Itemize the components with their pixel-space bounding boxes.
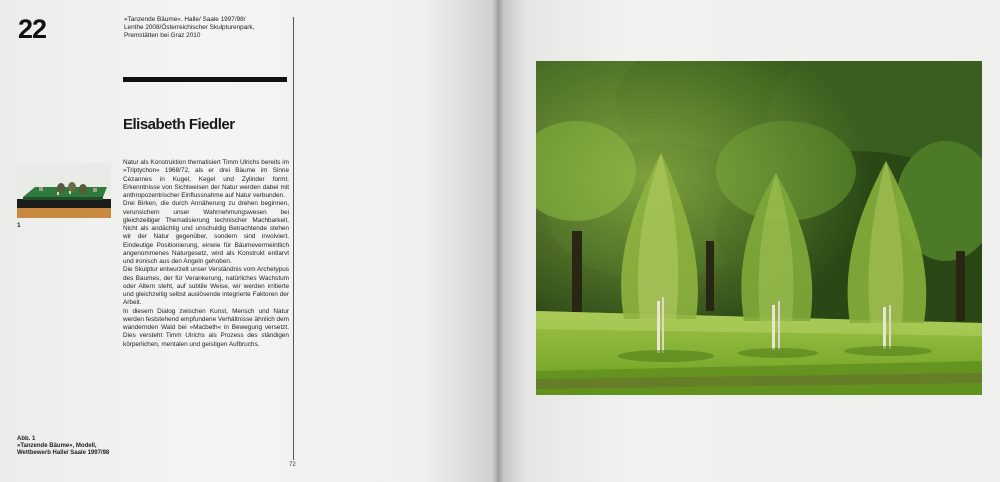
work-caption-line: Lenthe 2008/Österreichischer Skulpturenpark, <box>124 24 255 31</box>
figure-caption-line: Wettbewerb Halle/ Saale 1997/98 <box>17 450 110 457</box>
figure-caption-line: »Tanzende Bäume«, Modell, <box>17 443 97 450</box>
horizontal-rule <box>123 77 287 82</box>
body-text <box>123 159 289 349</box>
work-caption-line: Premstätten bei Graz 2010 <box>124 32 201 39</box>
chapter-number: 22 <box>18 14 47 44</box>
birch-trees-photo-icon <box>536 61 982 395</box>
figure-caption <box>17 436 127 458</box>
body-paragraph: In diesem Dialog zwischen Kunst, Mensch und Natur werden feststehend empfundene Verhältnisse ähnlich dem wandernden Wald bei »Macbeth« in Bewegung versetzt. Dies versteht Timm Ulrichs als Prozess des ständigen körperlichen, mentalen und geistigen Aufbruchs. <box>123 307 289 348</box>
book-gutter-shadow <box>492 0 504 482</box>
figure-caption-line: Abb. 1 <box>17 436 36 442</box>
work-caption <box>124 16 284 40</box>
model-photo-icon <box>17 163 111 218</box>
work-caption-line: »Tanzende Bäume«. Halle/ Saale 1997/98/ <box>124 16 246 23</box>
vertical-rule <box>293 17 294 460</box>
page-number: 72 <box>289 462 296 468</box>
author-name: Elisabeth Fiedler <box>123 116 235 133</box>
figure-number: 1 <box>17 222 21 229</box>
birch-trees-photo[interactable] <box>536 61 982 395</box>
left-page <box>0 0 497 482</box>
body-paragraph: Drei Birken, die durch Annäherung zu drehen beginnen, verunsichern unser Wahrnehmungswesen bei gleichzeitiger Thematisierung technischer Machbarkeit. Nicht als andächtig und unschuldig Betrachtende stehen wir der Natur gegenüber, sondern sind involviert. Eindeutige Positionierung, einwie für Bäumevermeintlich angenommenes Naturgesetz, wird als Konstrukt entlarvt und ironisch aus den Angeln gehoben. <box>123 200 289 265</box>
model-photo-thumbnail[interactable] <box>17 163 111 218</box>
body-paragraph: Die Skulptur entwurzelt unser Verständnis vom Archetypus des Baumes, der für Verankerung, natürliches Wachstum oder Altern steht, auf subtile Weise, wir werden irritierte und gleichzeitig selbst auslösende integrierte Faktoren der Arbeit. <box>123 266 289 307</box>
body-paragraph: Natur als Konstruktion thematisiert Timm Ulrichs bereits im »Triptychon« 1968/72, als er drei Bäume im Sinne Cézannes in Kugel, Kegel und Zylinder formt. Erkenntnisse von Sichtweisen der Natur werden dabei mit anthropozentrischer Einflussnahme auf Natur verbunden. <box>123 159 289 199</box>
